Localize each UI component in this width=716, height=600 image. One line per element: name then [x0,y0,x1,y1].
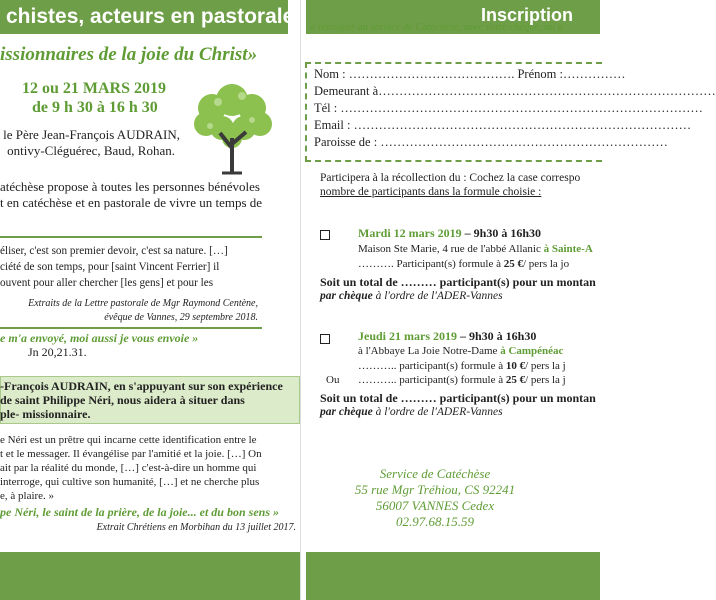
option-1-payment [320,290,503,302]
option-2-count-2: ……….. participant(s) formule à [358,374,506,386]
option-2-date: Jeudi 21 mars 2019 [358,329,457,343]
option-2-heading [358,329,536,344]
service-name: Service de Catéchèse [379,466,491,481]
phone-label: Tél : [314,101,341,115]
gospel-verse: e m'a envoyé, moi aussi je vous envoie » [0,331,199,345]
quote-line-1: éliser, c'est son premier devoir, c'est sa nature. […] [0,245,228,257]
left-footer-bar [0,552,300,600]
parish-label: Paroisse de : [314,135,381,149]
instructions-line-2: nombre de participants dans la formule choisie : [320,186,542,198]
phone-dots: …………………………………………………………………………… [340,101,703,115]
service-street: 55 rue Mgr Tréhiou, CS 92241 [354,482,516,497]
speaker-intro-line-3: ple- missionnaire. [0,407,91,421]
option-1-price: 25 € [503,258,523,270]
event-hours: de 9 h 30 à 16 h 30 [32,99,158,116]
neri-line-4: interroge, qui cultive son humanité, […] et ne cherche plus [0,476,260,488]
parish-dots: …………………………………………………………… [380,135,668,149]
instructions-line-1: Participera à la récollection du : Cochez la case correspo [320,172,581,184]
option-2-count-1: ……….. participant(s) formule à [358,360,506,372]
fold-line [300,0,301,600]
neri-source: Extrait Chrétiens en Morbihan du 13 juillet 2017. [96,522,296,533]
divider-quote [0,236,262,238]
option-2-time: – 9h30 à 16h30 [457,329,537,343]
option-2-cheque: par chèque [320,406,373,418]
form-phone-row[interactable] [314,101,703,116]
quote-source-2: évêque de Vannes, 29 septembre 2018. [104,312,258,323]
option-2-total[interactable]: Soit un total de ……… participant(s) pour un montan [320,391,596,405]
name-label: Nom : [314,67,349,81]
event-dates: 12 ou 21 MARS 2019 [22,80,167,97]
option-1-count: ………. Participant(s) formule à [358,258,504,270]
quote-source-1: Extraits de la Lettre pastorale de Mgr Raymond Centène, [28,298,258,309]
email-label: Email : [314,118,354,132]
neri-line-3: ait par la réalité du monde, […] c'est-à-dire un homme qui [0,462,257,474]
gospel-reference: Jn 20,21.31. [28,345,87,359]
option-1-participants[interactable] [358,258,569,270]
speaker-intro-line-1: -François AUDRAIN, en s'appuyant sur son expérience [0,379,283,393]
option-2-checkbox[interactable] [320,334,330,344]
form-name-row[interactable] [314,67,625,82]
option-2-participants-10[interactable] [358,360,566,372]
heart-tree-illustration [182,78,286,178]
neri-title: pe Néri, le saint de la prière, de la joie... et du bon sens » [0,505,279,519]
right-footer-bar [306,552,600,600]
neri-line-5: e, à plaire. » [0,490,55,502]
option-2-price-1: 10 € [505,360,526,372]
speaker-intro-line-2: de saint Philippe Néri, nous aidera à situer dans [0,393,245,407]
option-1-cheque: par chèque [320,290,373,302]
option-1-address: Maison Ste Marie, 4 rue de l'abbé Allanic [358,243,544,255]
or-label: Ou [326,374,340,386]
service-city: 56007 VANNES Cedex [375,498,495,513]
form-parish-row[interactable] [314,135,668,150]
intro-paragraph-2: t en catéchèse et en pastorale de vivre un temps de [0,195,263,210]
right-header-title: Inscription [481,5,574,25]
intro-paragraph-1: atéchèse propose à toutes les personnes bénévoles [0,179,260,194]
option-1-place [358,243,593,255]
option-1-date: Mardi 12 mars 2019 [358,226,462,240]
service-phone: 02.97.68.15.59 [396,514,474,529]
option-2-participants-25[interactable] [358,374,566,386]
option-2-order: à l'ordre de l'ADER-Vannes [372,406,503,418]
header-note: à renvoyer au service de Catéchèse, avec votre chèque, au p [310,22,563,33]
retreat-subtitle: issionnaires de la joie du Christ» [0,44,258,65]
option-2-payment [320,406,503,418]
option-1-town: à Sainte-A [543,243,593,255]
speaker-name: le Père Jean-François AUDRAIN, [3,127,180,142]
option-2-place [358,345,563,357]
divider-verse [0,327,262,329]
option-2-per-1: / pers la j [525,360,566,372]
option-2-town: à Campénéac [500,345,564,357]
option-1-order: à l'ordre de l'ADER-Vannes [372,290,503,302]
option-2-per-2: / pers la j [525,374,566,386]
option-1-heading [358,226,541,241]
name-dots: …………………………………. Prénom :…………… [348,67,626,81]
option-1-total[interactable]: Soit un total de ……… participant(s) pour un montan [320,275,596,289]
address-label: Demeurant à [314,84,379,98]
option-1-checkbox[interactable] [320,230,330,240]
speaker-parishes: ontivy-Cléguérec, Baud, Rohan. [7,143,175,158]
quote-line-3: ouvent pour aller chercher [les gens] et pour les [0,277,214,289]
option-1-time: – 9h30 à 16h30 [461,226,542,240]
form-email-row[interactable] [314,118,691,133]
form-address-row[interactable] [314,84,716,99]
email-dots: ……………………………………………………………………… [353,118,692,132]
neri-line-2: t et le messager. Il évangélise par l'amitié et la joie. […] On [0,448,262,460]
option-2-address: à l'Abbaye La Joie Notre-Dame [358,345,501,357]
neri-line-1: e Néri est un prêtre qui incarne cette identification entre le [0,434,257,446]
left-header-title: chistes, acteurs en pastorale [6,5,295,28]
address-dots: ……………………………………………………………………… [378,84,716,98]
left-header-bar [0,0,295,34]
option-1-per: / pers la jo [522,258,570,270]
quote-line-2: ciété de son temps, pour [saint Vincent Ferrier] il [0,261,220,273]
option-2-price-2: 25 € [505,374,526,386]
